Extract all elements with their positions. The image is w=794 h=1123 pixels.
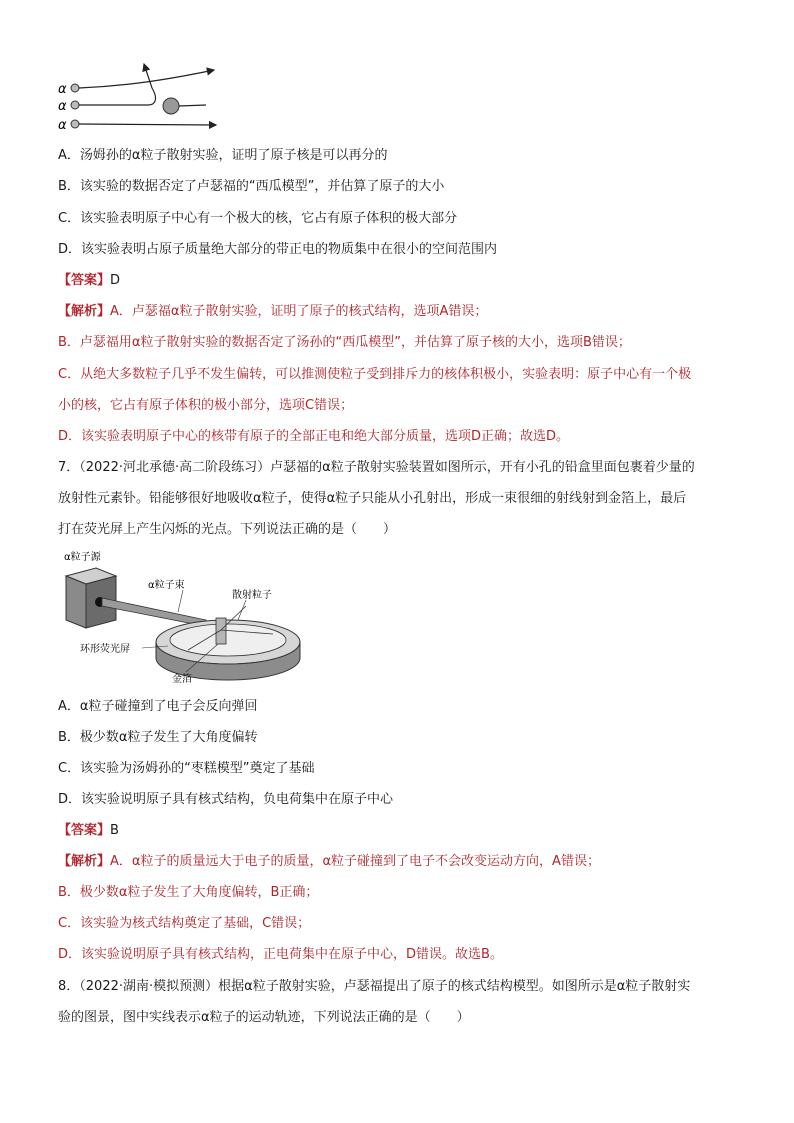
answer-tag: 【答案】 xyxy=(58,273,111,288)
q7-stem-line-3: 打在荧光屏上产生闪烁的光点。下列说法正确的是（ ） xyxy=(58,522,397,537)
answer-value: B xyxy=(110,823,119,838)
rutherford-apparatus-figure xyxy=(58,546,308,686)
scattered-particle-label: 散射粒子 xyxy=(232,590,272,601)
q6-option-b: B．该实验的数据否定了卢瑟福的“西瓜模型”，并估算了原子的大小 xyxy=(58,179,445,194)
q7-answer xyxy=(58,822,748,840)
q6-analysis-line-2: B．卢瑟福用α粒子散射实验的数据否定了汤孙的“西瓜模型”，并估算了原子核的大小，选项B错误； xyxy=(58,335,631,350)
alpha-label-3: α xyxy=(58,118,67,133)
analysis-tag: 【解析】 xyxy=(58,854,111,869)
q6-analysis-line-4: 小的核，它占有原子体积的极小部分，选项C错误； xyxy=(58,398,354,413)
q6-option-d: D．该实验表明占原子质量绝大部分的带正电的物质集中在很小的空间范围内 xyxy=(58,242,498,257)
alpha-label-2: α xyxy=(58,99,67,114)
answer-value: D xyxy=(110,273,121,288)
q6-analysis-line-1 xyxy=(58,303,748,321)
q7-analysis-line-3: C．该实验为核式结构奠定了基础，C错误； xyxy=(58,916,311,931)
q7-analysis-line-4: D．该实验说明原子具有核式结构，正电荷集中在原子中心，D错误。故选B。 xyxy=(58,947,503,962)
gold-foil-label: 金箔 xyxy=(172,674,192,685)
analysis-text: A．α粒子的质量远大于电子的质量，α粒子碰撞到了电子不会改变运动方向，A错误； xyxy=(110,854,600,869)
q6-option-a: A．汤姆孙的α粒子散射实验，证明了原子核是可以再分的 xyxy=(58,148,388,163)
q7-option-b: B．极少数α粒子发生了大角度偏转 xyxy=(58,730,258,745)
q7-stem-line-2: 放射性元素钋。铅能够很好地吸收α粒子，使得α粒子只能从小孔射出，形成一束很细的射线射到金箔上，最后 xyxy=(58,491,687,506)
q6-answer xyxy=(58,272,748,290)
q7-option-d: D．该实验说明原子具有核式结构，负电荷集中在原子中心 xyxy=(58,792,394,807)
q8-stem-line-1: 8．（2022·湖南·模拟预测）根据α粒子散射实验，卢瑟福提出了原子的核式结构模型。如图所示是α粒子散射实 xyxy=(58,979,691,994)
analysis-tag: 【解析】 xyxy=(58,304,111,319)
alpha-scattering-trajectory-figure xyxy=(56,58,226,134)
analysis-text: A．卢瑟福α粒子散射实验，证明了原子的核式结构，选项A错误； xyxy=(110,304,488,319)
q7-analysis-line-2: B．极少数α粒子发生了大角度偏转，B正确； xyxy=(58,885,319,900)
answer-tag: 【答案】 xyxy=(58,823,111,838)
q7-stem-line-1: 7．（2022·河北承德·高二阶段练习）卢瑟福的α粒子散射实验装置如图所示，开有小孔的铅盒里面包裹着少量的 xyxy=(58,460,695,475)
q8-stem-line-2: 验的图景，图中实线表示α粒子的运动轨迹，下列说法正确的是（ ） xyxy=(58,1010,470,1025)
q7-analysis-line-1 xyxy=(58,853,748,871)
q6-option-c: C．该实验表明原子中心有一个极大的核，它占有原子体积的极大部分 xyxy=(58,211,458,226)
q7-option-c: C．该实验为汤姆孙的“枣糕模型”奠定了基础 xyxy=(58,761,315,776)
q7-option-a: A．α粒子碰撞到了电子会反向弹回 xyxy=(58,699,258,714)
alpha-beam-label: α粒子束 xyxy=(148,580,185,591)
q6-analysis-line-5: D．该实验表明原子中心的核带有原子的全部正电和绝大部分质量，选项D正确；故选D。 xyxy=(58,429,570,444)
alpha-source-label: α粒子源 xyxy=(64,552,101,563)
ring-screen-label: 环形荧光屏 xyxy=(80,644,130,655)
q6-analysis-line-3: C．从绝大多数粒子几乎不发生偏转，可以推测使粒子受到排斥力的核体积极小，实验表明：原子中心有一个极 xyxy=(58,367,692,382)
alpha-label-1: α xyxy=(58,82,67,97)
